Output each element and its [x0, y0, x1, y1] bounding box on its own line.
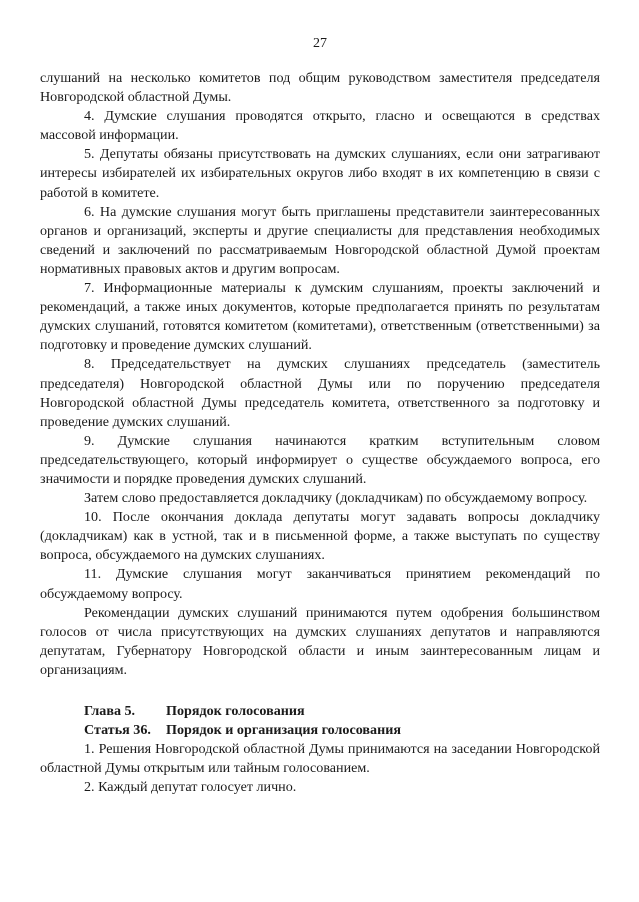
page-number: 27 — [313, 36, 327, 51]
chapter-heading — [40, 702, 600, 721]
paragraph-recommendations: Рекомендации думских слушаний принимаются путем одобрения большинством голосов от числа присутствующих на думских слушаниях депутатов и направляются депутатам, Губернатору Новгородской области и иным заинтересованным лицам и организациям. — [40, 604, 600, 678]
document-body — [40, 69, 600, 797]
article-paragraph-2: 2. Каждый депутат голосует лично. — [84, 779, 297, 796]
paragraph-item-7: 7. Информационные материалы к думским слушаниям, проекты заключений и рекомендаций, а также иных документов, которые предполагается принять по результатам думских слушаний, готовятся комитетом (комитетами), ответственным (ответственными) за подготовку и проведение думских слушаний. — [40, 280, 600, 354]
document-page — [40, 0, 600, 902]
paragraph-item-11: 11. Думские слушания могут заканчиваться принятием рекомендаций по обсуждаемому вопросу. — [40, 566, 600, 602]
paragraph-item-9-continued: Затем слово предоставляется докладчику (докладчикам) по обсуждаемому вопросу. — [84, 490, 588, 507]
paragraph-item-4: 4. Думские слушания проводятся открыто, гласно и освещаются в средствах массовой информации. — [40, 108, 600, 144]
paragraph-item-8: 8. Председательствует на думских слушаниях председатель (заместитель председателя) Новгородской областной Думы или по поручению председателя Новгородской областной Думы председатель комитета, ответственного за подготовку и проведение думских слушаний. — [40, 356, 600, 430]
article-paragraph-1: 1. Решения Новгородской областной Думы принимаются на заседании Новгородской областной Думы открытым или тайным голосованием. — [40, 741, 600, 777]
paragraph-item-5: 5. Депутаты обязаны присутствовать на думских слушаниях, если они затрагивают интересы избирателей их избирательных округов либо входят в их компетенцию в связи с работой в комитете. — [40, 146, 600, 201]
article-title: Порядок и организация голосования — [166, 722, 401, 739]
paragraph-item-6: 6. На думские слушания могут быть приглашены представители заинтересованных органов и организаций, эксперты и другие специалисты для представления необходимых сведений и заключений по рассматриваемым Новгородской областной Думой проектам нормативных правовых актов и другим вопросам. — [40, 203, 600, 277]
paragraph-continuation: слушаний на несколько комитетов под общим руководством заместителя председателя Новгородской областной Думы. — [40, 70, 600, 106]
article-number: Статья 36. — [84, 722, 151, 739]
chapter-title: Порядок голосования — [166, 703, 305, 719]
chapter-number: Глава 5. — [84, 703, 136, 719]
paragraph-item-9: 9. Думские слушания начинаются кратким вступительным словом председательствующего, который информирует о существе обсуждаемого вопроса, его значимости и порядке проведения думских слушаний. — [40, 432, 600, 487]
chapter-heading-block — [40, 702, 600, 740]
article-heading — [40, 721, 600, 740]
paragraph-item-10: 10. После окончания доклада депутаты могут задавать вопросы докладчику (докладчикам) как в устной, так и в письменной форме, а также выступать по существу вопроса, обсуждаемого на думских слушаниях. — [40, 509, 600, 564]
